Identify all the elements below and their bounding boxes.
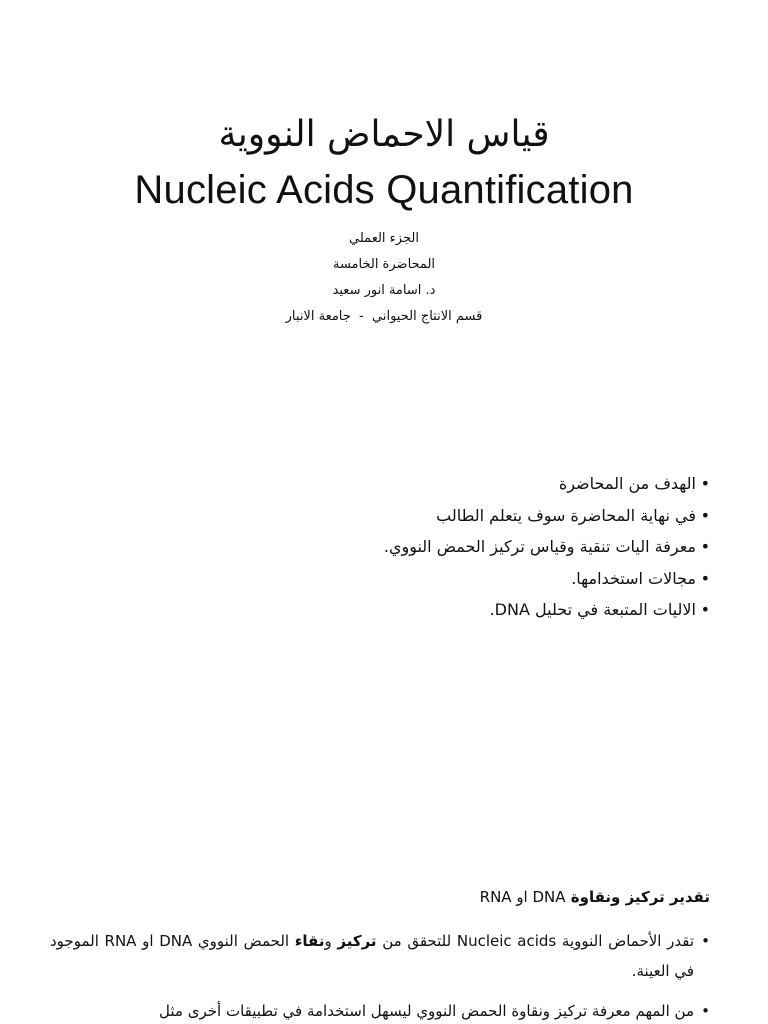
list-item [50,996,710,1024]
section-heading [70,884,710,910]
objective-text: الهدف من المحاضرة [558,474,696,493]
list-item [110,468,710,500]
objectives-list [110,468,710,626]
subtitle-block [0,226,768,330]
section-heading-arabic: تقدير تركيز ونقاوة [570,888,710,906]
list-item [110,500,710,532]
bullet-icon: • [701,1002,710,1020]
list-item [110,563,710,595]
list-item [110,531,710,563]
body-text: و [324,932,338,950]
subtitle-affiliation: قسم الانتاج الحيواني - جامعة الانبار [285,309,483,324]
list-item [50,926,710,986]
body-text: الحمض النووي DNA او RNA الموجود في العينة. [50,932,694,980]
title-arabic: قياس الاحماض النووية [218,114,550,155]
bullet-icon: • [700,537,710,556]
objective-text: الاليات المتبعة في تحليل DNA. [489,600,696,619]
body-text: من المهم معرفة تركيز ونقاوة الحمض النووي ليسهل استخدامة في تطبيقات أخرى مثل [159,1002,694,1020]
subtitle-lecture: المحاضرة الخامسة [332,257,436,272]
objective-text: معرفة اليات تنقية وقياس تركيز الحمض النووي. [383,537,696,556]
bullet-icon: • [700,568,710,588]
list-item [110,594,710,626]
body-text-bold: تركيز [337,932,377,950]
bullet-icon: • [700,600,710,619]
bullet-icon: • [700,474,710,493]
objective-text: في نهاية المحاضرة سوف يتعلم الطالب [436,505,696,525]
title-english: Nucleic Acids Quantification [134,168,634,212]
bullet-icon: • [701,932,710,950]
body-text-bold: نقاء [294,932,325,950]
section-heading-latin: DNA او RNA [479,888,566,906]
body-list [50,926,710,1024]
objective-text: مجالات استخدامها. [571,568,696,588]
bullet-icon: • [700,505,710,525]
subtitle-part: الجزء العملي [349,231,419,246]
subtitle-author: د. اسامة انور سعيد [332,283,436,298]
body-text: تقدر الأحماض النووية Nucleic acids للتحقق من [376,932,694,950]
